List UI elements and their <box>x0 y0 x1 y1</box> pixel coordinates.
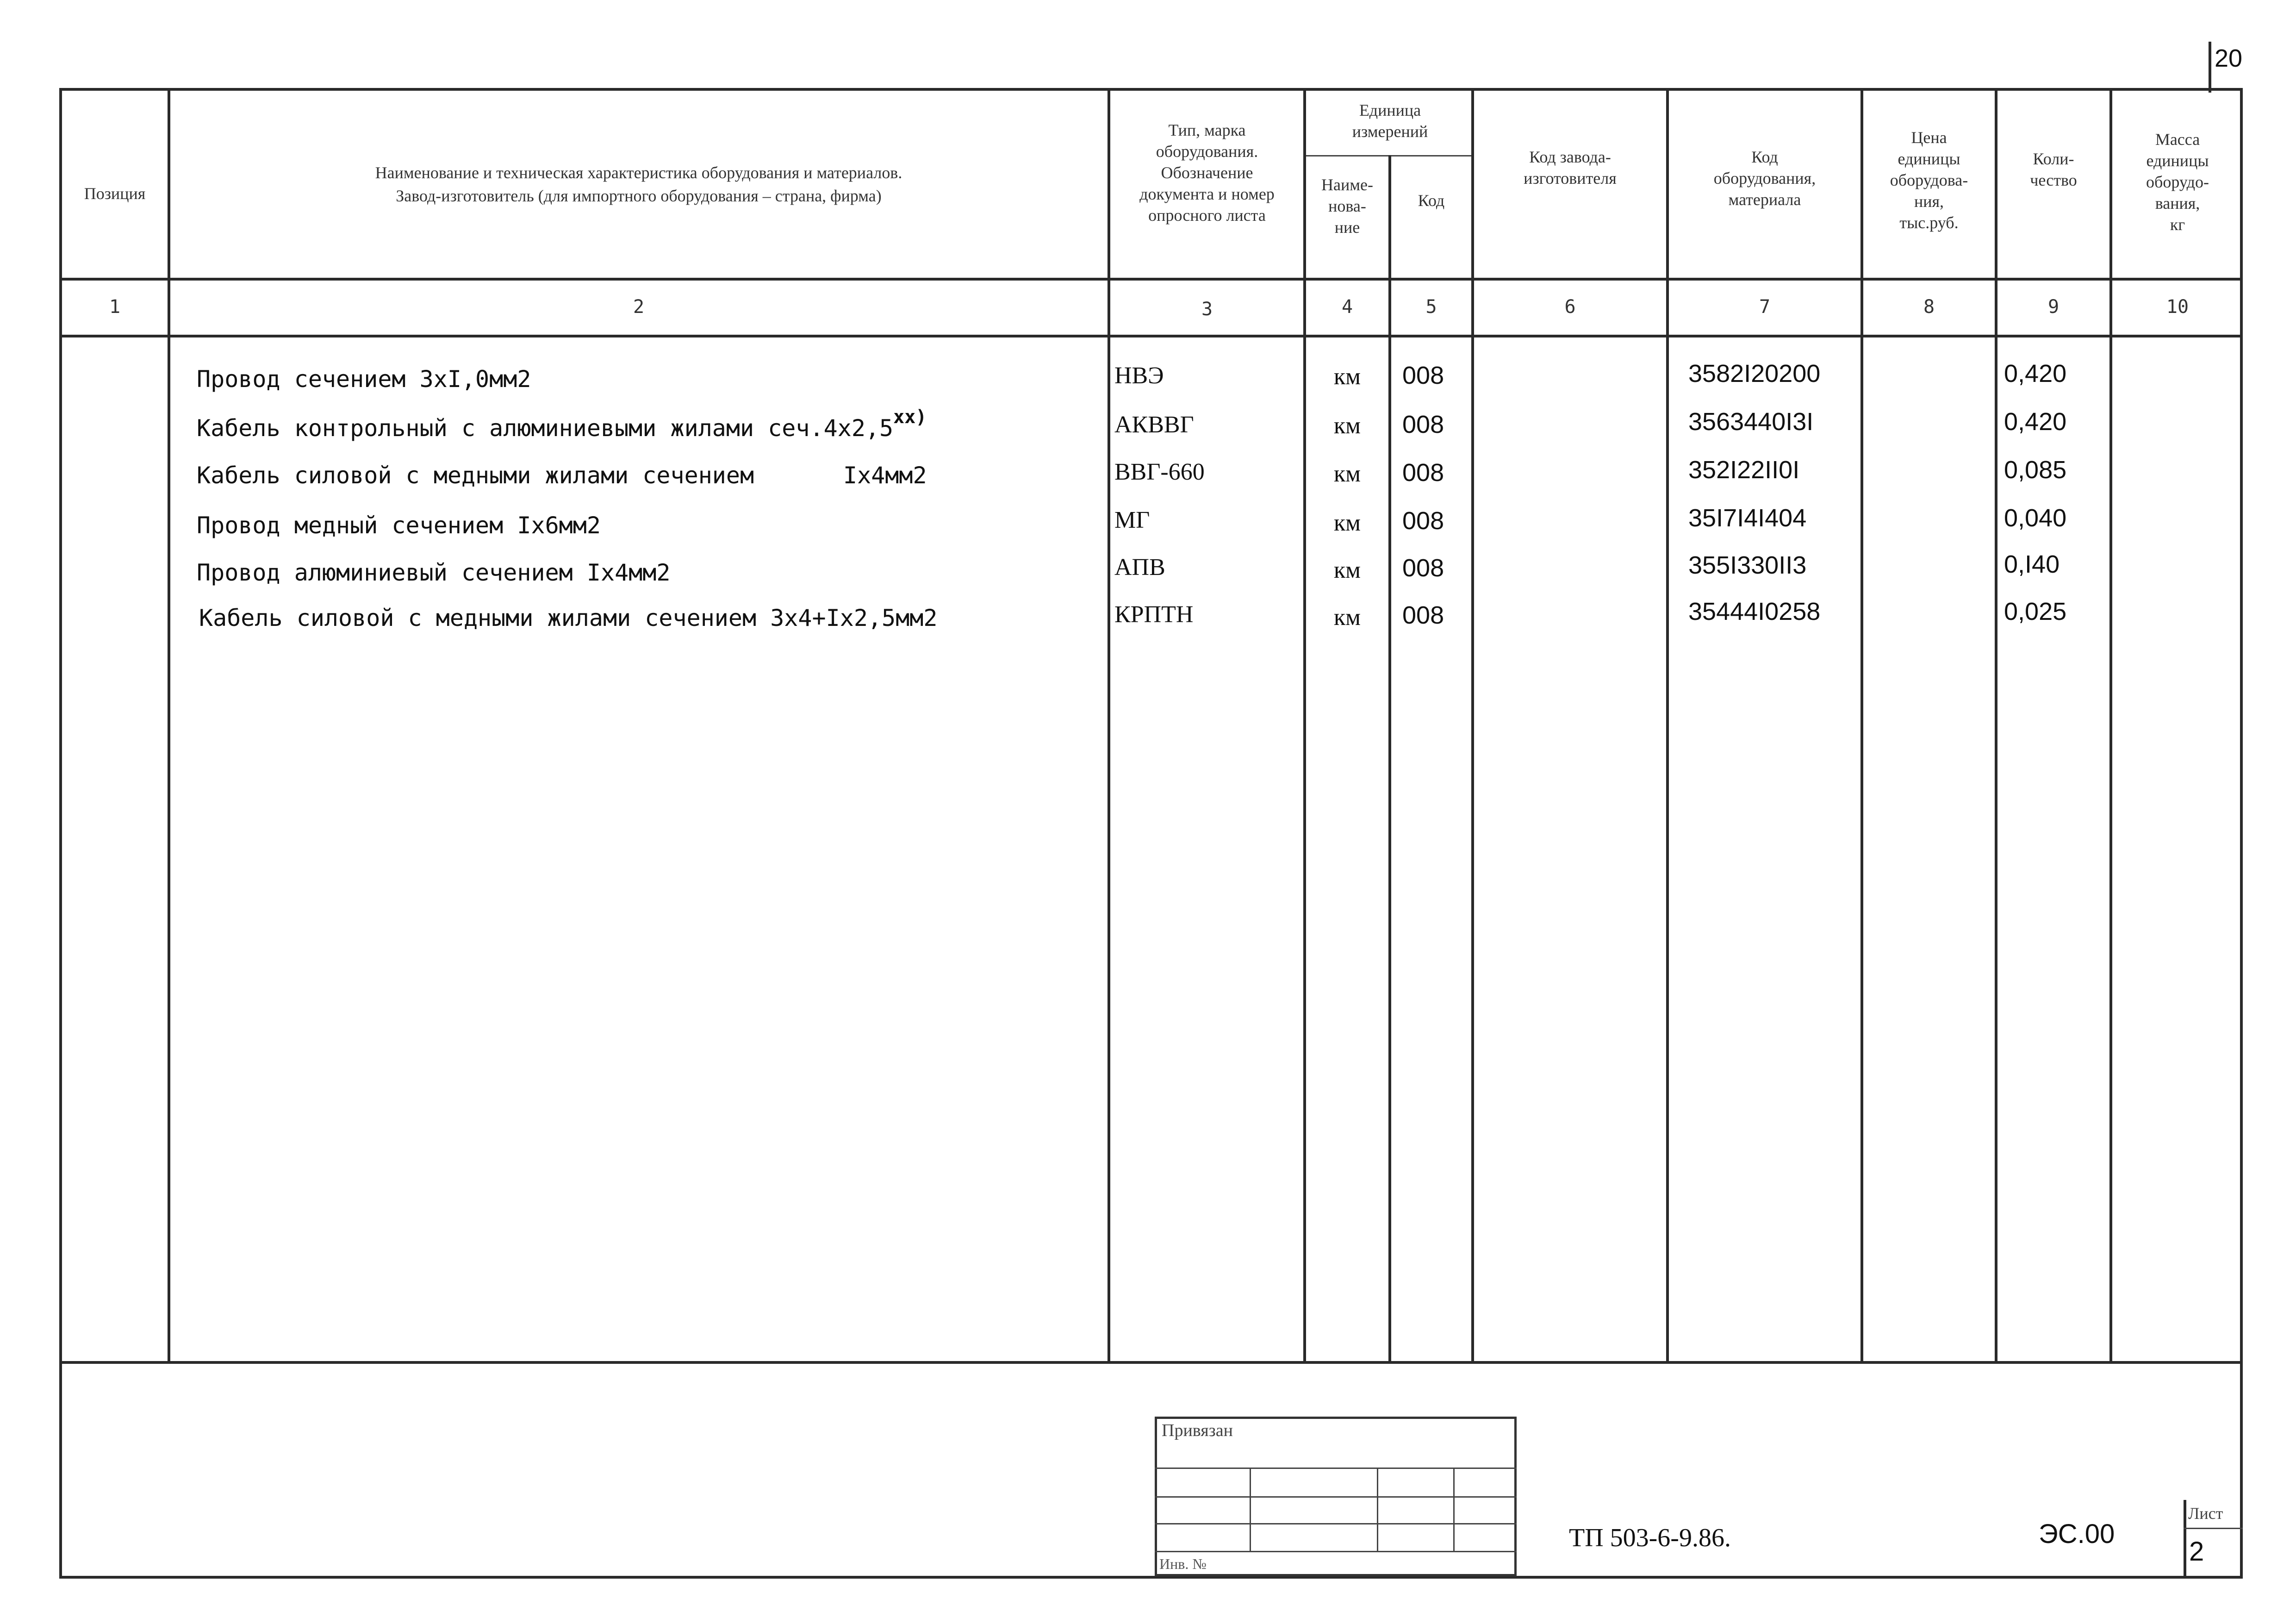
column-number: 2 <box>633 296 645 318</box>
stamp-line <box>1155 1468 1517 1469</box>
header-equipment-code <box>1669 146 1860 210</box>
header-factory-code-line: изготовителя <box>1524 169 1617 187</box>
row-name: Провод сечением 3хI,0мм2 <box>197 366 531 393</box>
stamp-line <box>1155 1496 1517 1498</box>
header-unit-group <box>1306 100 1474 142</box>
column-number: 3 <box>1201 299 1213 320</box>
stamp-sheet-label: Лист <box>2188 1504 2223 1523</box>
row-equipment-code: 355I330II3 <box>1688 551 1807 579</box>
row-type: АКВВГ <box>1114 412 1194 438</box>
header-unit-name <box>1306 174 1388 238</box>
row-quantity: 0,I40 <box>2004 550 2060 578</box>
row-name: Кабель силовой с медными жилами сечением <box>197 462 754 489</box>
stamp-sheet-line <box>2184 1528 2243 1529</box>
header-type-line: опросного листа <box>1148 206 1266 225</box>
row-unit-code: 008 <box>1402 362 1444 389</box>
row-type: МГ <box>1114 507 1150 533</box>
col-divider-7 <box>1860 88 1863 1361</box>
column-number: 8 <box>1923 296 1935 318</box>
header-unit-group-line: Единица <box>1359 101 1421 119</box>
row-equipment-code: 35444I0258 <box>1688 598 1821 625</box>
header-mass-line: кг <box>2170 215 2185 234</box>
header-type-block <box>1111 119 1303 226</box>
stamp-sheet-divider <box>2184 1500 2186 1579</box>
column-number: 7 <box>1759 296 1771 318</box>
header-bottom-line <box>59 278 2243 281</box>
header-equipment-code-line: материала <box>1728 190 1801 209</box>
column-number: 4 <box>1341 296 1353 318</box>
header-unit-code: Код <box>1418 191 1445 210</box>
row-equipment-code: 35I7I4I404 <box>1688 504 1807 532</box>
stamp-document-code: ТП 503-6-9.86. <box>1569 1524 1731 1552</box>
col-divider-9 <box>2109 88 2112 1361</box>
row-quantity: 0,025 <box>2004 598 2067 625</box>
col-divider-5 <box>1471 88 1474 1361</box>
header-unit-name-line: нова- <box>1328 197 1366 215</box>
column-number: 9 <box>2047 296 2060 318</box>
header-price-line: единицы <box>1898 150 1960 168</box>
header-type-line: документа и номер <box>1139 185 1275 203</box>
col-divider-8 <box>1995 88 1997 1361</box>
col-divider-2 <box>1108 88 1110 1361</box>
row-unit: км <box>1333 557 1361 583</box>
col-divider-3 <box>1303 88 1306 1361</box>
row-quantity: 0,085 <box>2004 456 2067 484</box>
row-equipment-code: 3582I20200 <box>1688 360 1821 387</box>
stamp-line <box>1250 1468 1251 1551</box>
header-unit-name-line: ние <box>1334 218 1360 237</box>
row-type: КРПТН <box>1114 601 1194 628</box>
header-price-line: Цена <box>1911 128 1947 147</box>
row-unit-code: 008 <box>1402 554 1444 582</box>
row-name <box>197 406 927 442</box>
header-unit-group-line: измерений <box>1352 122 1428 141</box>
header-quantity-line: Коли- <box>2033 150 2074 168</box>
row-unit: км <box>1333 412 1361 439</box>
row-type: ВВГ-660 <box>1114 459 1205 485</box>
header-unit-name-line: Наиме- <box>1321 175 1373 194</box>
header-name-line2: Завод-изготовитель (для импортного оборудования – страна, фирма) <box>396 187 882 205</box>
col-divider-1 <box>168 88 170 1361</box>
col-divider-4 <box>1388 155 1391 1361</box>
page-number-divider <box>2209 42 2211 93</box>
row-unit: км <box>1333 461 1361 487</box>
header-quantity <box>1997 148 2109 191</box>
stamp-sheet-code: ЭС.00 <box>2039 1519 2115 1549</box>
table-body-bottom-line <box>59 1361 2243 1364</box>
header-quantity-line: чество <box>2030 171 2077 189</box>
row-unit-code: 008 <box>1402 459 1444 487</box>
header-factory-code <box>1474 146 1666 189</box>
header-equipment-code-line: Код <box>1751 148 1778 166</box>
row-quantity: 0,040 <box>2004 504 2067 532</box>
stamp-line <box>1377 1468 1378 1551</box>
row-unit: км <box>1333 510 1361 536</box>
header-factory-code-line: Код завода- <box>1529 148 1611 166</box>
header-name-line1: Наименование и техническая характеристика оборудования и материалов. <box>375 163 902 182</box>
stamp-linked-label: Привязан <box>1162 1421 1233 1440</box>
row-quantity: 0,420 <box>2004 408 2067 436</box>
header-price <box>1863 127 1995 233</box>
header-price-line: ния, <box>1914 192 1944 211</box>
row-type: АПВ <box>1114 554 1165 581</box>
row-equipment-code: 3563440I3I <box>1688 408 1814 436</box>
header-mass-line: Масса <box>2155 130 2200 149</box>
row-unit-code: 008 <box>1402 507 1444 535</box>
row-quantity: 0,420 <box>2004 360 2067 387</box>
row-unit-code: 008 <box>1402 411 1444 438</box>
column-number: 10 <box>2166 296 2189 318</box>
row-equipment-code: 352I22II0I <box>1688 456 1800 484</box>
stamp-inventory-label: Инв. № <box>1159 1555 1207 1572</box>
row-type: НВЭ <box>1114 362 1164 389</box>
stamp-line <box>1155 1523 1517 1524</box>
row-name-text: Кабель контрольный с алюминиевыми жилами сеч.4х2,5 <box>197 415 894 442</box>
col-divider-6 <box>1666 88 1669 1361</box>
row-name-tail: Iх4мм2 <box>843 462 927 489</box>
page-number: 20 <box>2215 44 2243 72</box>
header-type-line: Тип, марка <box>1168 121 1246 139</box>
row-name: Кабель силовой с медными жилами сечением 3х4+Iх2,5мм2 <box>199 605 938 631</box>
column-number: 6 <box>1564 296 1576 318</box>
header-mass-line: вания, <box>2155 194 2200 212</box>
row-unit: км <box>1333 363 1361 390</box>
row-name: Провод алюминиевый сечением Iх4мм2 <box>197 559 671 586</box>
header-equipment-code-line: оборудования, <box>1713 169 1816 187</box>
header-mass-line: единицы <box>2146 151 2209 170</box>
column-number: 5 <box>1425 296 1437 318</box>
header-position: Позиция <box>84 184 146 203</box>
header-mass-line: оборудо- <box>2146 173 2209 191</box>
row-name-superscript: хх) <box>893 406 927 428</box>
header-price-line: оборудова- <box>1890 171 1968 189</box>
stamp-sheet-number: 2 <box>2189 1537 2204 1567</box>
row-unit: км <box>1333 604 1361 631</box>
row-unit-code: 008 <box>1402 601 1444 629</box>
header-type-line: Обозначение <box>1161 163 1253 182</box>
column-numbers-bottom-line <box>59 335 2243 337</box>
stamp-line <box>1453 1468 1455 1551</box>
column-number: 1 <box>109 296 121 318</box>
header-price-line: тыс.руб. <box>1899 213 1959 232</box>
row-name: Провод медный сечением Iх6мм2 <box>197 512 601 539</box>
header-type-line: оборудования. <box>1156 142 1258 161</box>
stamp-line <box>1155 1551 1517 1552</box>
header-mass <box>2112 129 2243 235</box>
